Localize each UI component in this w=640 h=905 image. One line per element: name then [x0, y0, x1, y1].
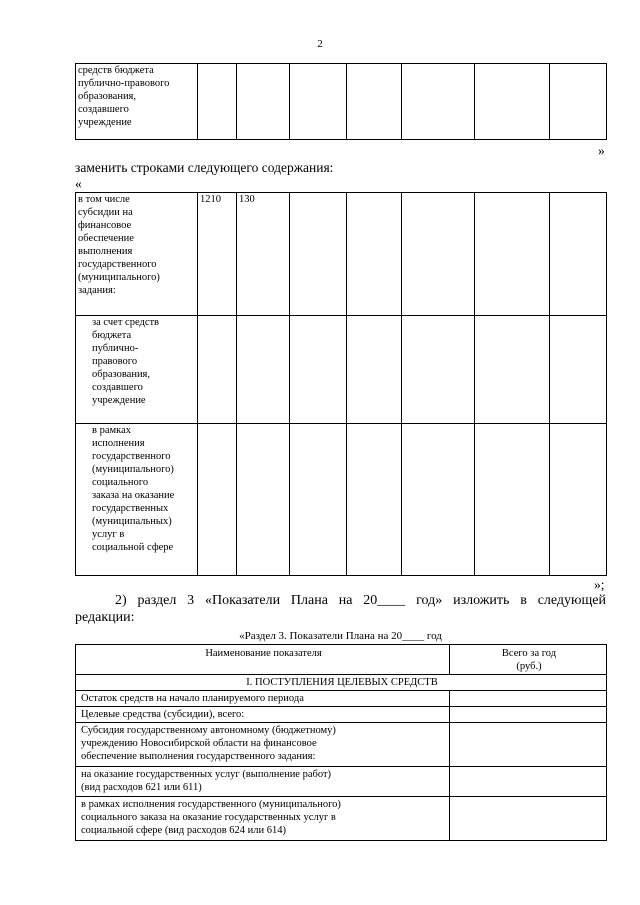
row-label: средств бюджета публично-правового образования, создавшего учреждение [76, 64, 198, 140]
line-code: 1210 [198, 193, 237, 316]
replace-instruction: заменить строками следующего содержания: [75, 160, 334, 175]
table-row [76, 316, 607, 424]
table-row [76, 193, 607, 316]
column-header-total: Всего за год (руб.) [450, 645, 607, 675]
table-row [76, 424, 607, 576]
paragraph-line-2: редакции: [75, 610, 135, 625]
closing-quote-semicolon: »; [594, 577, 605, 592]
replacement-table [75, 192, 607, 576]
row-label: Субсидия государственному автономному (бюджетному) учреждению Новосибирской области на финансовое обеспечение выполнения государственного задания: [76, 723, 450, 767]
table-row [76, 723, 607, 767]
row-label: на оказание государственных услуг (выполнение работ) (вид расходов 621 или 611) [76, 767, 450, 797]
section-heading: I. ПОСТУПЛЕНИЯ ЦЕЛЕВЫХ СРЕДСТВ [76, 675, 607, 691]
row-label: в рамках исполнения государственного (муниципального) социального заказа на оказание государственных услуг в социальной сфере (вид расходов 624 или 614) [76, 797, 450, 841]
table-row [76, 707, 607, 723]
table-row [76, 767, 607, 797]
table-header-row [76, 645, 607, 675]
table-row [76, 797, 607, 841]
opening-quote: « [75, 176, 82, 191]
row-label: Целевые средства (субсидии), всего: [76, 707, 450, 723]
column-header-name: Наименование показателя [76, 645, 450, 675]
section3-table [75, 644, 607, 841]
top-fragment-table [75, 63, 607, 140]
page-number: 2 [317, 38, 323, 50]
closing-quote: » [598, 143, 605, 158]
row-label: в том числе субсидии на финансовое обеспечение выполнения государственного (муниципального) задания: [76, 193, 198, 316]
row-label: за счет средств бюджета публично- правового образования, создавшего учреждение [76, 316, 198, 424]
row-label: Остаток средств на начало планируемого периода [76, 691, 450, 707]
section-title: «Раздел 3. Показатели Плана на 20____ год [239, 630, 442, 642]
kosgu-code: 130 [237, 193, 290, 316]
row-label: в рамках исполнения государственного (муниципального) социального заказа на оказание государственных (муниципальных) услуг в социальной сфере [76, 424, 198, 576]
section-heading-row [76, 675, 607, 691]
paragraph-line-1: 2) раздел 3 «Показатели Плана на 20____ год» изложить в следующей [115, 593, 606, 608]
table-row [76, 691, 607, 707]
